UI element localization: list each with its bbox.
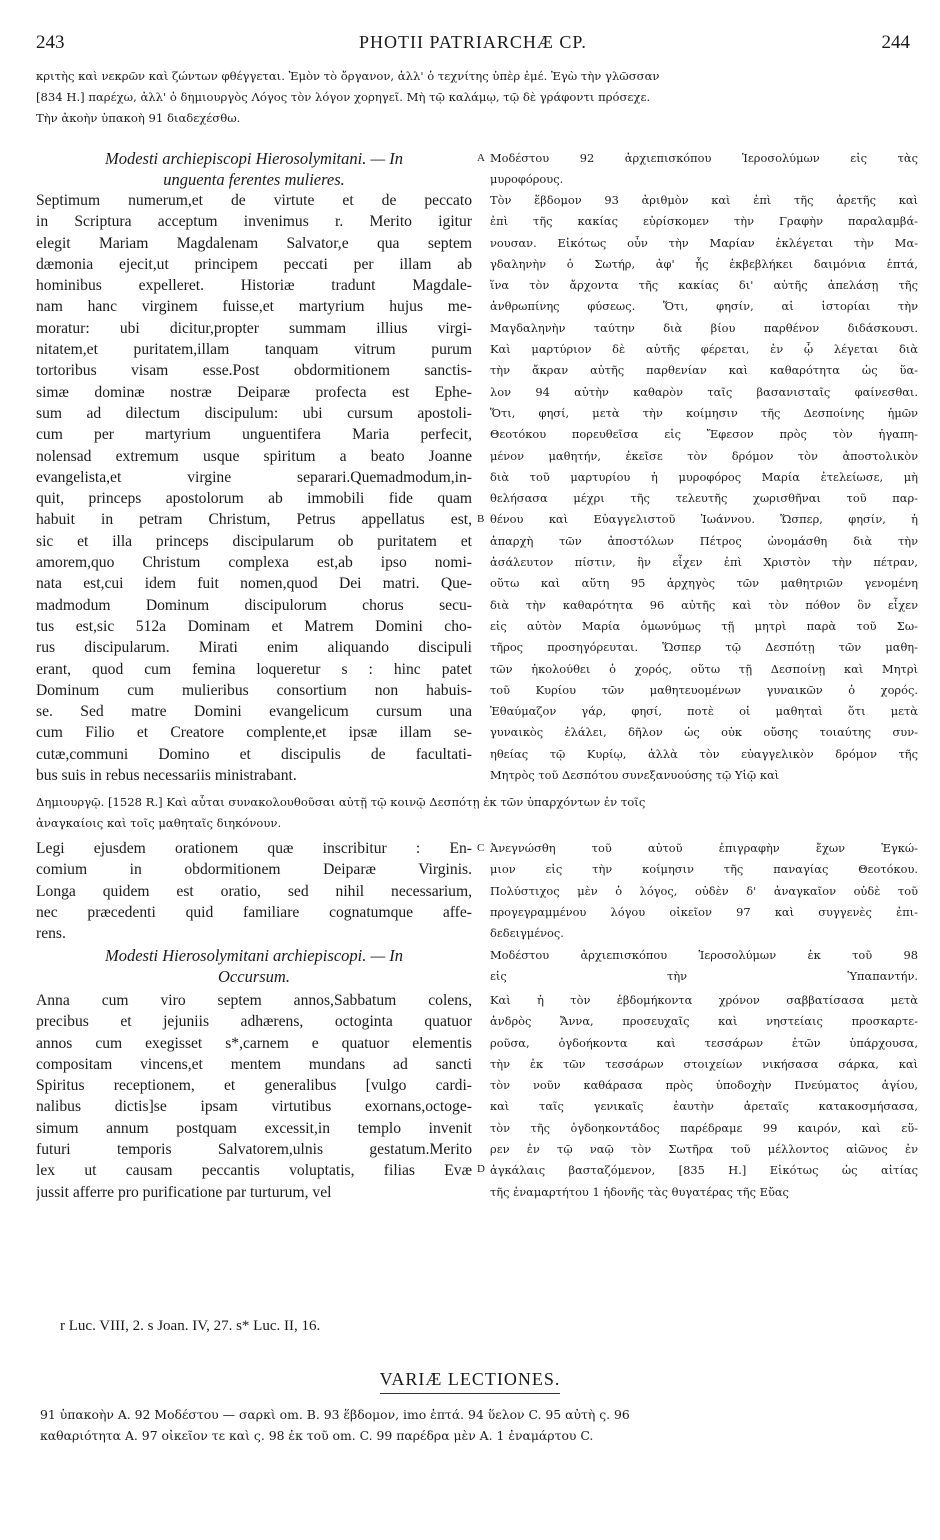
greek-line: τὴν ἐκ τῶν τεσσάρων στοιχείων νικήσασα σάρκα, καὶ: [490, 1056, 918, 1071]
latin-line: bus suis in rebus necessariis ministrabant.: [36, 767, 297, 785]
latin-line: Spiritus receptionem, et generalibus [vulgo cardi-: [36, 1077, 472, 1095]
greek-line: μιον εἰς τὴν κοίμησιν τῆς παναγίας Θεοτόκου.: [490, 862, 918, 877]
latin-line: amorem,quo Christum complexa est,ab ipso nomi-: [36, 554, 472, 572]
latin-line: nolensad extremum usque spiritum a beato Joanne: [36, 447, 472, 465]
greek-line: Μαγδαληνὴν ταύτην διὰ βίου παρθένον διδάσκουσι.: [490, 320, 918, 335]
greek-line: λον 94 αὐτὴν καθαρὸν ταῖς βασανισταῖς φαίνεσθαι.: [490, 384, 918, 399]
page-number-right: 244: [881, 32, 910, 53]
greek-line: Καὶ ἡ τὸν ἑβδομήκοντα χρόνον σαββατίσασα μετὰ: [490, 993, 918, 1007]
greek-line: καὶ ταῖς γενικαῖς ἑαυτὴν ἀρεταῖς κατακοσμήσασα,: [490, 1099, 918, 1114]
latin-line: simæ dominæ nostræ Deiparæ profecta est Ephe-: [36, 383, 472, 401]
greek-line: διὰ τὴν καθαρότητα 96 αὐτῆς καὶ τὸν πόθον ὃν εἶχεν: [490, 597, 918, 612]
latin-line: in Scriptura acceptum invenimus r. Merito igitur: [36, 213, 472, 231]
heading-line: Μοδέστου 92 ἀρχιεπισκόπου Ἱεροσολύμων εἰς τὰς: [490, 151, 918, 165]
latin-line: lex ut causam peccantis voluptatis, filias Evæ: [36, 1162, 472, 1180]
greek-line: Ὅτι, φησί, μετὰ τὴν κοίμησιν τῆς Δεσποίνης ἡμῶν: [490, 405, 918, 420]
margin-marker-b: B: [477, 513, 485, 525]
latin-line: moratur: ubi dicitur,propter summam illius virgi-: [36, 319, 472, 337]
greek-line: τὸν νοῦν καθάρασα πρὸς ὑποδοχὴν Πνεύματος ἁγίου,: [490, 1078, 918, 1093]
section3-latin-text: [36, 990, 472, 1203]
page-title: PHOTII PATRIARCHÆ CP.: [359, 32, 587, 52]
latin-line: nitatem,et puritatem,illam tanquam vitrum purum: [36, 341, 472, 359]
section1-greek-fullwidth: [36, 792, 914, 834]
greek-full-line: ἀναγκαίοις καὶ τοῖς μαθηταῖς διηκόνουν.: [36, 816, 282, 830]
intro-greek-block: [36, 66, 914, 129]
heading-line: μυροφόρους.: [490, 172, 564, 187]
variae-line: καθαριότητα A. 97 οἰκεῖον τε καὶ ς. 98 ἐκ τοῦ om. C. 99 παρέδρα μὲν A. 1 ἐναμάρτου C.: [40, 1428, 594, 1443]
greek-line: δεδειγμένος.: [490, 926, 564, 941]
greek-line: νουσαν. Εἰκότως οὖν τὴν Μαρίαν ἐκλέγεται τὴν Μα-: [490, 235, 918, 250]
greek-line: ἀσάλευτον πίστιν, ἣν εἶχεν ἐπὶ Χριστὸν τὴν πέτραν,: [490, 555, 918, 570]
latin-line: cum per martyrium unguentifera Maria perfecit,: [36, 426, 472, 444]
section2-greek-text: [490, 838, 918, 944]
title-underline: [380, 1393, 560, 1394]
greek-line: διὰ τοῦ μαρτυρίου ἡ μυροφόρος Μαρία ἐτελείωσε, μὴ: [490, 469, 918, 484]
latin-line: madmodum Dominum discipulorum chorus secu-: [36, 596, 472, 614]
greek-line: ηθείας τῷ Κυρίῳ, ἀλλὰ τὸν εὐαγγελικὸν δρόμον τῆς: [490, 746, 918, 761]
intro-greek-line: κριτὴς καὶ νεκρῶν καὶ ζώντων φθέγγεται. Ἐμὸν τὸ ὄργανον, ἀλλ' ὁ τεχνίτης ὑπὲρ ἐμέ. Ἐγὼ τὴν γλῶσσαν: [36, 69, 660, 83]
greek-line: τοῦ Κυρίου τῶν μαθητευομένων γυναικῶν ὁ χορός.: [490, 682, 918, 697]
latin-line: Legi ejusdem orationem quæ inscribitur : En-: [36, 840, 472, 857]
section1-latin-text: [36, 190, 472, 786]
heading-line: εἰς τὴν Ὑπαπαντήν.: [490, 969, 918, 984]
margin-marker-c: C: [477, 842, 485, 854]
latin-line: Anna cum viro septem annos,Sabbatum colens,: [36, 992, 472, 1009]
greek-line: οὕτω καὶ αὕτη 95 ἀρχηγὸς τῶν μαθητριῶν γενομένη: [490, 576, 918, 591]
greek-line: ρεν ἐν τῷ ναῷ τὸν Σωτῆρα τοῦ μέλλοντος αἰῶνος ἐν: [490, 1142, 918, 1157]
latin-line: cutæ,communi Domino et discipulis de facultati-: [36, 745, 472, 763]
page-number-left: 243: [36, 32, 65, 53]
latin-line: elegit Mariam Magdalenam Salvator,e qua septem: [36, 234, 472, 252]
greek-line: Καὶ μαρτύριον δὲ αὐτῆς φέρεται, ἐν ᾧ λέγεται διὰ: [490, 342, 918, 357]
latin-line: se. Sed matre Domini evangelicum cursum una: [36, 703, 472, 721]
section1-greek-heading: [490, 148, 918, 191]
greek-line: ἐπὶ τῆς κακίας εὑρίσκομεν τὴν Γραφὴν παραλαμβά-: [490, 214, 918, 229]
latin-line: cum Filio et Creatore complente,et ipsæ illam se-: [36, 724, 472, 742]
heading-line: unguenta ferentes mulieres.: [163, 170, 345, 189]
margin-marker-a: A: [477, 152, 485, 164]
greek-line: ἵνα τὸν ἄρχοντα τῆς κακίας δι' αὐτῆς ἀπελάσῃ τῆς: [490, 278, 918, 293]
latin-line: compositam vincens,et mentem mundans ad sancti: [36, 1055, 472, 1073]
latin-line: sic et illa princeps discipularum ob puritatem et: [36, 532, 472, 550]
section3-greek-text: [490, 990, 918, 1203]
latin-line: habuit in petram Christum, Petrus appellatus est,: [36, 511, 472, 529]
latin-line: nalibus dictis]se ipsam virtutibus exornans,octoge-: [36, 1098, 472, 1116]
section3-greek-heading: [490, 945, 918, 988]
latin-line: futuri temporis Salvatorem,ulnis gestatum.Merito: [36, 1141, 472, 1159]
greek-line: τῆς ἐναμαρτήτου 1 ἡδονῆς τὰς θυγατέρας τῆς Εὔας: [490, 1184, 789, 1199]
heading-line: Μοδέστου ἀρχιεπισκόπου Ἱεροσολύμων ἐκ τοῦ 98: [490, 948, 918, 962]
greek-line: θελήσασα μέχρι τῆς τελευτῆς χωρισθῆναι τοῦ παρ-: [490, 491, 918, 506]
latin-line: Septimum numerum,et de virtute et de peccato: [36, 192, 472, 209]
intro-greek-line: [834 H.] παρέχω, ἀλλ' ὁ δημιουργὸς Λόγος τὸν λόγον χορηγεῖ. Μὴ τῷ καλάμῳ, τῷ δὲ γράφοντι πρόσεχε.: [36, 90, 651, 104]
greek-line: ροῦσα, ὀγδοήκοντα καὶ τεσσάρων ἐτῶν ὑπάρχουσα,: [490, 1035, 918, 1050]
latin-line: simum annum postquam excessit,in templo invenit: [36, 1119, 472, 1137]
section1-greek-text: [490, 190, 918, 786]
latin-line: nec præcedenti quid familiare cognatumque affe-: [36, 903, 472, 921]
greek-line: ἀπαρχὴ τῶν ἀποστόλων Πέτρος ὠνομάσθη διὰ τὴν: [490, 533, 918, 548]
greek-line: Μητρὸς τοῦ Δεσπότου συνεξανυούσης τῷ Υἱῷ καὶ: [490, 768, 780, 783]
latin-line: precibus et jejuniis adhærens, octoginta quatuor: [36, 1013, 472, 1031]
heading-line: Modesti Hierosolymitani archiepiscopi. — In: [104, 946, 404, 965]
latin-line: rus discipularum. Mirati enim aliquando discipuli: [36, 639, 472, 657]
greek-line: Ἐθαύμαζον γάρ, φησί, ποτὲ οἱ μαθηταὶ ὅτι μετὰ: [490, 704, 918, 719]
heading-line: Modesti archiepiscopi Hierosolymitani. — In: [104, 149, 404, 168]
greek-line: εἰς αὐτὸν Μαρία ὁμωνύμως τῇ μητρὶ παρὰ τοῦ Σω-: [490, 618, 918, 633]
running-head: [36, 32, 910, 60]
latin-line: hominibus expelleret. Historiæ tradunt Magdale-: [36, 277, 472, 295]
latin-line: Longa quidem est oratio, sed nihil necessarium,: [36, 882, 472, 900]
greek-line: ἀνδρὸς Ἄννα, προσευχαῖς καὶ νηστείαις προσκαρτε-: [490, 1014, 918, 1029]
greek-line: Ἀνεγνώσθη τοῦ αὐτοῦ ἐπιγραφὴν ἔχων Ἐγκώ-: [490, 841, 918, 855]
footnotes: r Luc. VIII, 2. s Joan. IV, 27. s* Luc. II, 16.: [60, 1318, 321, 1334]
latin-line: tus est,sic 512a Dominam et Matrem Domini cho-: [36, 617, 472, 635]
latin-line: erant, quod cum femina loqueretur s : hinc patet: [36, 660, 472, 678]
greek-line: Τὸν ἕβδομον 93 ἀριθμὸν καὶ ἐπὶ τῆς ἀρετῆς καὶ: [490, 193, 918, 207]
greek-line: Πολύστιχος μὲν ὁ λόγος, οὐδὲν δ' ἀναγκαῖον οὐδὲ τοῦ: [490, 883, 918, 898]
greek-line: γυναικὸς ἐλάλει, δῆλον ὡς οὐκ οὔσης τοιαύτης συν-: [490, 725, 918, 740]
greek-line: τῶν ἠκολούθει ὁ χορός, οὕτω τῇ Δεσποίνῃ καὶ Μητρὶ: [490, 661, 918, 676]
margin-marker-d: D: [477, 1163, 485, 1175]
greek-line: ἀνθρωπίνης φύσεως. Ὅτι, φησίν, αἱ ἱστορίαι τὴν: [490, 299, 918, 314]
latin-line: jussit afferre pro purificatione par turturum, vel: [36, 1183, 332, 1201]
latin-line: nata est,cui idem fuit nomen,quod Dei matri. Que-: [36, 575, 472, 593]
greek-line: τῆρος προσηγόρευται. Ὥσπερ τῷ Δεσπότῃ τῶν μαθη-: [490, 640, 918, 655]
latin-line: sum ad dilectum discipulum: ubi cursum apostoli-: [36, 404, 472, 422]
greek-line: γδαληνὴν ὁ Σωτήρ, ἀφ' ἧς ἐκβεβλήκει δαιμόνια ἑπτά,: [490, 256, 918, 271]
section1-latin-heading: [36, 148, 472, 190]
latin-line: evangelista,et virgine separari.Quemadmodum,in-: [36, 468, 472, 486]
latin-line: tortoribus visam esse.Post obdormitionem sanctis-: [36, 362, 472, 380]
greek-line: τὸν τῆς ὀγδοηκοντάδος παρέδραμε 99 καιρόν, καὶ εὕ-: [490, 1120, 918, 1135]
variae-line: 91 ὑπακοὴν A. 92 Μοδέστου — σαρκὶ om. B. 93 ἕβδομον, imo ἑπτά. 94 ὕελον C. 95 αὐτὴ ς. 96: [40, 1407, 630, 1422]
greek-line: Θεοτόκου πορευθεῖσα εἰς Ἔφεσον πρὸς τὸν ἠγαπη-: [490, 427, 918, 442]
greek-line: προγεγραμμένου λόγου οἰκεῖον 97 καὶ συγγενὲς ἐπι-: [490, 904, 918, 919]
greek-line: θένου καὶ Εὐαγγελιστοῦ Ἰωάννου. Ὥσπερ, φησίν, ἡ: [490, 512, 918, 527]
latin-line: annos cum exegisset s*,carnem e quatuor elementis: [36, 1034, 472, 1052]
latin-line: nam hanc virginem fuisse,et martyrium hujus me-: [36, 298, 472, 316]
latin-line: quit, princeps apostolorum ab immobili fide quam: [36, 490, 472, 508]
greek-line: τὴν ἄκραν αὐτῆς παρθενίαν καὶ καθαρότητα ὡς ὕα-: [490, 363, 918, 378]
greek-line: μένον μαθητήν, ἐκεῖσε τὸν δρόμον τὸν ἀποστολικὸν: [490, 448, 918, 463]
section3-latin-heading: [36, 945, 472, 987]
latin-line: comium in obdormitionem Deiparæ Virginis.: [36, 861, 472, 879]
variae-lectiones-text: [40, 1404, 914, 1446]
heading-line: Occursum.: [218, 967, 290, 986]
latin-line: rens.: [36, 925, 66, 943]
intro-greek-line: Τὴν ἀκοὴν ὑπακοὴ 91 διαδεχέσθω.: [36, 111, 241, 125]
greek-full-line: Δημιουργῷ. [1528 R.] Καὶ αὗται συνακολουθοῦσαι αὐτῇ τῷ κοινῷ Δεσπότῃ ἐκ τῶν ὑπαρχόντων ἐν τοῖς: [36, 795, 646, 809]
latin-line: Dominum cum mulieribus consortium non habuis-: [36, 681, 472, 699]
section2-latin-text: [36, 838, 472, 944]
latin-line: dæmonia ejecit,ut principem peccati per illam ab: [36, 255, 472, 273]
variae-lectiones-title: VARIÆ LECTIONES.: [379, 1369, 561, 1389]
greek-line: ἀγκάλαις βασταζόμενον, [835 H.] Εἰκότως ὡς αἰτίας: [490, 1163, 918, 1178]
